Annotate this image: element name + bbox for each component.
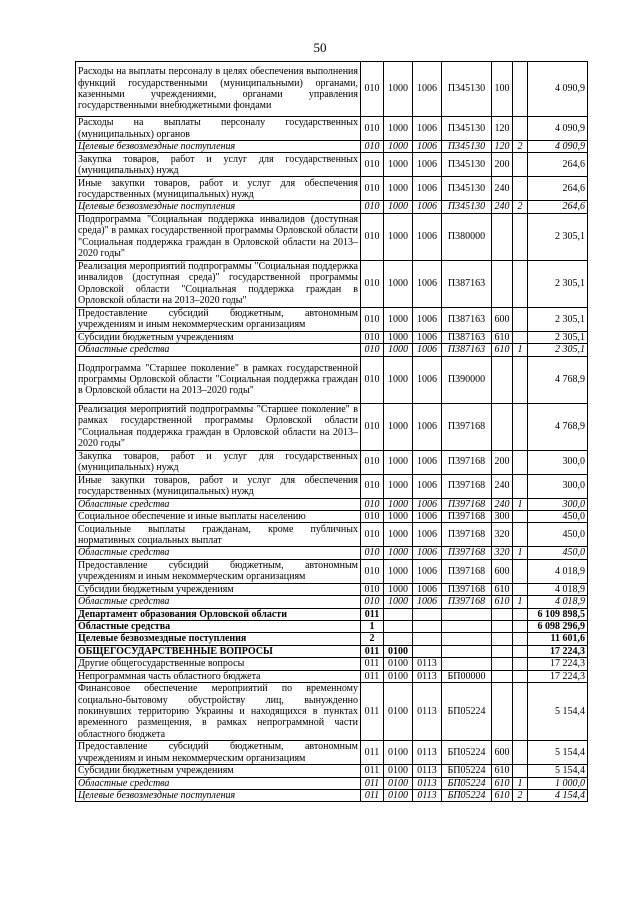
- row-code-target: П387163: [442, 260, 492, 307]
- row-code-subsection: 1006: [413, 201, 442, 213]
- row-name: Расходы на выплаты персоналу в целях обеспечения выполнения функций государственными (муниципальными) органами, казенными учреждениями, органами управления государственными внебюджетными фондами: [76, 62, 361, 117]
- row-code-expense-type: 240: [492, 201, 513, 213]
- row-code-subsection: 1006: [413, 559, 442, 583]
- row-code-ministry: 010: [361, 117, 384, 141]
- table-row: [76, 450, 588, 474]
- row-amount: 4 090,9: [528, 117, 588, 141]
- table-row: [76, 547, 588, 559]
- row-code-target: П397168: [442, 547, 492, 559]
- row-code-subsection: 0113: [413, 777, 442, 789]
- table-row: [76, 498, 588, 510]
- row-code-ministry: 011: [361, 670, 384, 682]
- row-code-source: [513, 474, 528, 498]
- row-name: Предоставление субсидий бюджетным, автономным учреждениям и иным некоммерческим организациям: [76, 559, 361, 583]
- row-code-subsection: 0113: [413, 683, 442, 741]
- row-amount: 264,6: [528, 153, 588, 177]
- row-code-ministry: 011: [361, 777, 384, 789]
- row-name: Непрограммная часть областного бюджета: [76, 670, 361, 682]
- row-code-ministry: 011: [361, 789, 384, 801]
- row-code-subsection: 1006: [413, 498, 442, 510]
- row-code-expense-type: [492, 260, 513, 307]
- row-amount: 450,0: [528, 511, 588, 523]
- row-code-expense-type: 300: [492, 511, 513, 523]
- row-code-target: П397168: [442, 474, 492, 498]
- row-name: Предоставление субсидий бюджетным, автономным учреждениям и иным некоммерческим организациям: [76, 741, 361, 765]
- row-amount: 6 098 296,9: [528, 621, 588, 633]
- row-code-target: [442, 621, 492, 633]
- row-code-expense-type: 600: [492, 307, 513, 331]
- row-name: Субсидии бюджетным учреждениям: [76, 583, 361, 595]
- row-code-ministry: 010: [361, 356, 384, 403]
- row-code-ministry: 010: [361, 523, 384, 547]
- row-name: Другие общегосударственные вопросы: [76, 658, 361, 670]
- table-row: [76, 213, 588, 260]
- row-code-ministry: 011: [361, 658, 384, 670]
- row-code-section: 1000: [384, 596, 413, 608]
- table-row: [76, 62, 588, 117]
- page-number: 50: [313, 40, 327, 55]
- row-code-section: 1000: [384, 331, 413, 343]
- row-amount: 300,0: [528, 474, 588, 498]
- row-code-ministry: 010: [361, 559, 384, 583]
- row-code-expense-type: 240: [492, 474, 513, 498]
- row-amount: 5 154,4: [528, 765, 588, 777]
- row-code-subsection: 1006: [413, 307, 442, 331]
- row-code-target: П387163: [442, 307, 492, 331]
- table-row: [76, 670, 588, 682]
- row-code-ministry: 010: [361, 62, 384, 117]
- row-code-target: [442, 645, 492, 657]
- row-name: Закупка товаров, работ и услуг для государственных (муниципальных) нужд: [76, 450, 361, 474]
- row-amount: 4 090,9: [528, 62, 588, 117]
- row-code-ministry: 010: [361, 547, 384, 559]
- row-code-subsection: 1006: [413, 260, 442, 307]
- row-code-subsection: 1006: [413, 511, 442, 523]
- row-code-source: [513, 559, 528, 583]
- row-amount: 300,0: [528, 450, 588, 474]
- row-code-section: 1000: [384, 344, 413, 356]
- row-code-source: [513, 450, 528, 474]
- row-code-ministry: 010: [361, 331, 384, 343]
- row-code-expense-type: [492, 670, 513, 682]
- row-name: Областные средства: [76, 777, 361, 789]
- row-code-source: [513, 117, 528, 141]
- row-amount: 4 154,4: [528, 789, 588, 801]
- row-code-ministry: 010: [361, 583, 384, 595]
- row-name: Закупка товаров, работ и услуг для государственных (муниципальных) нужд: [76, 153, 361, 177]
- row-code-subsection: 0113: [413, 789, 442, 801]
- row-code-ministry: 010: [361, 450, 384, 474]
- row-code-expense-type: [492, 658, 513, 670]
- table-row: [76, 658, 588, 670]
- row-code-source: [513, 765, 528, 777]
- row-code-source: [513, 307, 528, 331]
- row-code-subsection: 1006: [413, 331, 442, 343]
- row-code-subsection: 1006: [413, 356, 442, 403]
- row-amount: 1 000,0: [528, 777, 588, 789]
- row-code-target: П345130: [442, 177, 492, 201]
- row-code-subsection: 0113: [413, 658, 442, 670]
- row-code-expense-type: 120: [492, 117, 513, 141]
- row-name: Областные средства: [76, 498, 361, 510]
- table-row: [76, 523, 588, 547]
- row-amount: 2 305,1: [528, 213, 588, 260]
- row-code-ministry: 010: [361, 474, 384, 498]
- row-amount: 450,0: [528, 547, 588, 559]
- row-name: Департамент образования Орловской области: [76, 608, 361, 620]
- row-amount: 4 018,9: [528, 583, 588, 595]
- row-code-ministry: 010: [361, 201, 384, 213]
- row-name: Подпрограмма "Социальная поддержка инвалидов (доступная среда)" в рамках государственной программы Орловской области "Социальная поддержка граждан в Орловской области на 2013–2020 годы": [76, 213, 361, 260]
- row-code-source: [513, 153, 528, 177]
- row-name: Социальное обеспечение и иные выплаты населению: [76, 511, 361, 523]
- row-code-source: [513, 260, 528, 307]
- row-code-subsection: 1006: [413, 583, 442, 595]
- row-code-expense-type: 200: [492, 450, 513, 474]
- row-code-target: П397168: [442, 511, 492, 523]
- row-name: ОБЩЕГОСУДАРСТВЕННЫЕ ВОПРОСЫ: [76, 645, 361, 657]
- row-code-source: [513, 523, 528, 547]
- table-row: [76, 117, 588, 141]
- row-code-source: [513, 633, 528, 645]
- row-code-source: 1: [513, 344, 528, 356]
- row-code-section: 1000: [384, 450, 413, 474]
- row-code-section: 1000: [384, 511, 413, 523]
- row-code-section: 1000: [384, 153, 413, 177]
- row-name: Расходы на выплаты персоналу государственных (муниципальных) органов: [76, 117, 361, 141]
- row-code-section: 0100: [384, 658, 413, 670]
- row-code-ministry: 011: [361, 608, 384, 620]
- table-row: [76, 765, 588, 777]
- table-row: [76, 474, 588, 498]
- table-row: [76, 331, 588, 343]
- row-code-source: [513, 670, 528, 682]
- row-code-ministry: 010: [361, 213, 384, 260]
- row-code-target: БП05224: [442, 683, 492, 741]
- row-code-subsection: [413, 608, 442, 620]
- row-amount: 300,0: [528, 498, 588, 510]
- row-code-section: 1000: [384, 474, 413, 498]
- table-row: [76, 608, 588, 620]
- row-amount: 4 768,9: [528, 356, 588, 403]
- row-code-target: [442, 658, 492, 670]
- row-code-subsection: 0113: [413, 670, 442, 682]
- row-code-target: П345130: [442, 201, 492, 213]
- row-code-target: [442, 608, 492, 620]
- row-code-expense-type: [492, 683, 513, 741]
- row-code-target: П387163: [442, 344, 492, 356]
- row-amount: 450,0: [528, 523, 588, 547]
- row-code-subsection: 1006: [413, 474, 442, 498]
- row-code-ministry: 011: [361, 765, 384, 777]
- row-code-subsection: 0113: [413, 765, 442, 777]
- row-code-target: П397168: [442, 523, 492, 547]
- row-code-target: П397168: [442, 583, 492, 595]
- row-code-source: [513, 608, 528, 620]
- row-code-expense-type: [492, 645, 513, 657]
- table-row: [76, 559, 588, 583]
- row-code-target: П345130: [442, 117, 492, 141]
- row-code-ministry: 2: [361, 633, 384, 645]
- row-code-source: 1: [513, 547, 528, 559]
- row-code-ministry: 010: [361, 511, 384, 523]
- row-name: Подпрограмма "Старшее поколение" в рамках государственной программы Орловской области "Социальная поддержка граждан в Орловской области на 2013–2020 годы": [76, 356, 361, 403]
- row-name: Финансовое обеспечение мероприятий по временному социально-бытовому обустройству лиц, вынужденно покинувших территорию Украины и находящихся в пунктах временного размещения, в рамках непрограммной части областного бюджета: [76, 683, 361, 741]
- row-code-target: П397168: [442, 559, 492, 583]
- row-code-expense-type: [492, 633, 513, 645]
- row-amount: 2 305,1: [528, 260, 588, 307]
- row-code-section: 1000: [384, 117, 413, 141]
- row-code-target: П397168: [442, 450, 492, 474]
- row-code-ministry: 010: [361, 153, 384, 177]
- row-code-subsection: [413, 633, 442, 645]
- row-amount: 5 154,4: [528, 741, 588, 765]
- row-name: Целевые безвозмездные поступления: [76, 201, 361, 213]
- row-code-expense-type: 610: [492, 765, 513, 777]
- row-code-section: 0100: [384, 777, 413, 789]
- row-code-section: 0100: [384, 741, 413, 765]
- row-amount: 2 305,1: [528, 331, 588, 343]
- row-code-ministry: 011: [361, 645, 384, 657]
- row-name: Иные закупки товаров, работ и услуг для обеспечения государственных (муниципальных) нужд: [76, 177, 361, 201]
- row-code-expense-type: 320: [492, 547, 513, 559]
- row-code-source: 2: [513, 201, 528, 213]
- table-row: [76, 511, 588, 523]
- row-code-section: 0100: [384, 765, 413, 777]
- row-code-source: 2: [513, 789, 528, 801]
- row-code-source: [513, 621, 528, 633]
- row-code-section: 0100: [384, 670, 413, 682]
- row-code-expense-type: 240: [492, 498, 513, 510]
- table-row: [76, 777, 588, 789]
- row-code-expense-type: [492, 356, 513, 403]
- row-amount: 17 224,3: [528, 658, 588, 670]
- row-code-expense-type: 610: [492, 583, 513, 595]
- row-code-section: 1000: [384, 498, 413, 510]
- table-row: [76, 177, 588, 201]
- row-code-target: П390000: [442, 356, 492, 403]
- row-code-subsection: [413, 645, 442, 657]
- row-code-source: [513, 331, 528, 343]
- row-name: Субсидии бюджетным учреждениям: [76, 765, 361, 777]
- row-amount: 4 090,9: [528, 141, 588, 153]
- row-code-source: [513, 356, 528, 403]
- row-code-source: [513, 177, 528, 201]
- row-code-subsection: 1006: [413, 403, 442, 450]
- row-code-subsection: 1006: [413, 177, 442, 201]
- row-code-subsection: 1006: [413, 213, 442, 260]
- row-amount: 6 109 898,5: [528, 608, 588, 620]
- row-name: Целевые безвозмездные поступления: [76, 633, 361, 645]
- row-amount: 17 224,3: [528, 670, 588, 682]
- row-name: Целевые безвозмездные поступления: [76, 141, 361, 153]
- row-code-ministry: 010: [361, 307, 384, 331]
- row-code-expense-type: 240: [492, 177, 513, 201]
- table-row: [76, 356, 588, 403]
- row-name: Областные средства: [76, 596, 361, 608]
- row-code-source: [513, 658, 528, 670]
- row-code-target: П397168: [442, 403, 492, 450]
- row-amount: 264,6: [528, 201, 588, 213]
- row-name: Иные закупки товаров, работ и услуг для обеспечения государственных (муниципальных) нужд: [76, 474, 361, 498]
- row-name: Областные средства: [76, 344, 361, 356]
- row-amount: 4 018,9: [528, 596, 588, 608]
- table-row: [76, 307, 588, 331]
- row-code-expense-type: 610: [492, 344, 513, 356]
- row-code-target: П345130: [442, 153, 492, 177]
- row-code-expense-type: 600: [492, 559, 513, 583]
- row-name: Областные средства: [76, 547, 361, 559]
- row-code-ministry: 011: [361, 683, 384, 741]
- row-code-subsection: 1006: [413, 141, 442, 153]
- row-code-subsection: 1006: [413, 344, 442, 356]
- row-amount: 264,6: [528, 177, 588, 201]
- row-code-section: 0100: [384, 683, 413, 741]
- row-code-target: П397168: [442, 498, 492, 510]
- row-name: Целевые безвозмездные поступления: [76, 789, 361, 801]
- table-row: [76, 596, 588, 608]
- row-code-section: 1000: [384, 356, 413, 403]
- table-row: [76, 583, 588, 595]
- row-code-ministry: 010: [361, 260, 384, 307]
- row-code-expense-type: 120: [492, 141, 513, 153]
- row-code-section: 1000: [384, 141, 413, 153]
- row-code-section: 1000: [384, 201, 413, 213]
- row-code-section: 1000: [384, 177, 413, 201]
- row-code-ministry: 010: [361, 141, 384, 153]
- row-amount: 4 018,9: [528, 559, 588, 583]
- row-name: Областные средства: [76, 621, 361, 633]
- row-code-source: [513, 511, 528, 523]
- row-code-source: [513, 645, 528, 657]
- row-code-expense-type: [492, 621, 513, 633]
- table-row: [76, 621, 588, 633]
- row-amount: 4 768,9: [528, 403, 588, 450]
- row-code-section: [384, 621, 413, 633]
- table-row: [76, 645, 588, 657]
- row-code-target: БП05224: [442, 789, 492, 801]
- row-code-expense-type: 610: [492, 596, 513, 608]
- row-name: Реализация мероприятий подпрограммы "Старшее поколение" в рамках государственной программы Орловской области "Социальная поддержка граждан в Орловской области на 2013–2020 годы": [76, 403, 361, 450]
- row-code-ministry: 010: [361, 177, 384, 201]
- row-code-source: [513, 683, 528, 741]
- table-row: [76, 344, 588, 356]
- row-code-section: [384, 633, 413, 645]
- row-code-target: БП05224: [442, 765, 492, 777]
- row-code-subsection: 1006: [413, 547, 442, 559]
- row-code-target: БП00000: [442, 670, 492, 682]
- row-code-target: П345130: [442, 141, 492, 153]
- row-code-target: П387163: [442, 331, 492, 343]
- row-code-target: БП05224: [442, 777, 492, 789]
- row-code-ministry: 010: [361, 403, 384, 450]
- row-amount: 11 601,6: [528, 633, 588, 645]
- table-row: [76, 260, 588, 307]
- row-code-subsection: 1006: [413, 62, 442, 117]
- row-code-subsection: 1006: [413, 596, 442, 608]
- row-code-expense-type: 600: [492, 741, 513, 765]
- row-code-section: [384, 608, 413, 620]
- row-code-subsection: 1006: [413, 117, 442, 141]
- row-code-expense-type: [492, 213, 513, 260]
- row-code-section: 1000: [384, 547, 413, 559]
- table-row: [76, 403, 588, 450]
- row-code-source: [513, 583, 528, 595]
- row-code-source: 2: [513, 141, 528, 153]
- row-code-section: 1000: [384, 403, 413, 450]
- row-code-ministry: 010: [361, 344, 384, 356]
- row-code-section: 1000: [384, 62, 413, 117]
- row-code-expense-type: 320: [492, 523, 513, 547]
- row-name: Предоставление субсидий бюджетным, автономным учреждениям и иным некоммерческим организациям: [76, 307, 361, 331]
- table-row: [76, 153, 588, 177]
- row-code-expense-type: 200: [492, 153, 513, 177]
- row-code-expense-type: [492, 403, 513, 450]
- row-code-expense-type: 610: [492, 789, 513, 801]
- table-row: [76, 141, 588, 153]
- row-code-expense-type: [492, 608, 513, 620]
- row-code-target: [442, 633, 492, 645]
- row-code-target: БП05224: [442, 741, 492, 765]
- row-code-source: [513, 213, 528, 260]
- table-row: [76, 789, 588, 801]
- row-code-source: 1: [513, 596, 528, 608]
- row-code-subsection: [413, 621, 442, 633]
- row-code-section: 1000: [384, 583, 413, 595]
- row-code-subsection: 1006: [413, 450, 442, 474]
- budget-table: [75, 61, 588, 802]
- row-name: Реализация мероприятий подпрограммы "Социальная поддержка инвалидов (доступная среда)" государственной программы Орловской области "Социальная поддержка граждан в Орловской области на 2013–2020 годы": [76, 260, 361, 307]
- row-code-expense-type: 610: [492, 331, 513, 343]
- row-name: Субсидии бюджетным учреждениям: [76, 331, 361, 343]
- row-amount: 17 224,3: [528, 645, 588, 657]
- row-code-target: П345130: [442, 62, 492, 117]
- row-code-section: 1000: [384, 213, 413, 260]
- row-code-section: 0100: [384, 789, 413, 801]
- row-code-target: П397168: [442, 596, 492, 608]
- row-code-source: [513, 741, 528, 765]
- row-code-section: 1000: [384, 523, 413, 547]
- row-code-source: 1: [513, 777, 528, 789]
- row-code-section: 1000: [384, 559, 413, 583]
- table-row: [76, 683, 588, 741]
- row-code-expense-type: 100: [492, 62, 513, 117]
- row-amount: 2 305,1: [528, 307, 588, 331]
- row-code-section: 1000: [384, 307, 413, 331]
- table-row: [76, 741, 588, 765]
- row-amount: 5 154,4: [528, 683, 588, 741]
- row-code-ministry: 010: [361, 596, 384, 608]
- table-row: [76, 201, 588, 213]
- row-code-subsection: 1006: [413, 153, 442, 177]
- row-code-expense-type: 610: [492, 777, 513, 789]
- row-code-target: П380000: [442, 213, 492, 260]
- row-code-subsection: 1006: [413, 523, 442, 547]
- row-code-subsection: 0113: [413, 741, 442, 765]
- row-code-ministry: 1: [361, 621, 384, 633]
- row-code-section: 1000: [384, 260, 413, 307]
- row-code-source: [513, 62, 528, 117]
- row-amount: 2 305,1: [528, 344, 588, 356]
- row-code-section: 0100: [384, 645, 413, 657]
- row-code-source: 1: [513, 498, 528, 510]
- table-row: [76, 633, 588, 645]
- row-code-source: [513, 403, 528, 450]
- row-name: Социальные выплаты гражданам, кроме публичных нормативных социальных выплат: [76, 523, 361, 547]
- row-code-ministry: 011: [361, 741, 384, 765]
- row-code-ministry: 010: [361, 498, 384, 510]
